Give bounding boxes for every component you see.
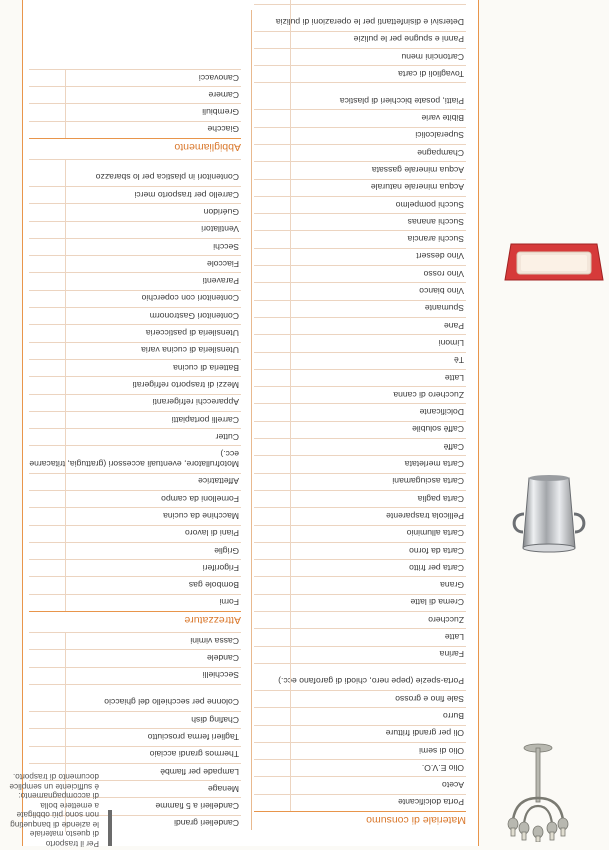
checklist-item-label: Contenitori in plastica per lo sbarazzo (95, 172, 239, 183)
checklist-item (29, 667, 241, 684)
checklist-item (254, 646, 466, 663)
checklist-item-label: Oli per grandi fritture (385, 728, 464, 739)
checklist-item (254, 725, 466, 742)
checklist-item (254, 473, 466, 490)
checklist-item-label: Carta alluminio (406, 528, 464, 539)
checklist-item (29, 273, 241, 290)
checklist-item-label: Succhi pompelmo (395, 199, 464, 210)
checklist-item (254, 109, 466, 126)
candelabra-image (503, 742, 573, 842)
checklist-item-label: Succhi arancia (407, 234, 464, 245)
checklist-item-label: Fornelloni da campo (161, 493, 239, 504)
checklist-item-label: Carrello per trasporto merci (134, 189, 239, 200)
side-note-line: non sono più obbligate (16, 810, 99, 820)
side-note (1, 772, 99, 848)
checklist-item-label: Olio E.V.O. (421, 762, 464, 773)
checklist-item-label: Carta per fritto (409, 562, 464, 573)
side-note-line: a emettere bolla (40, 801, 99, 810)
checklist-item (29, 342, 241, 359)
checklist-item-label: Spumante (424, 303, 464, 314)
checklist-item (254, 213, 466, 230)
checklist-item (254, 334, 466, 351)
checklist-item-label: Tè (453, 355, 464, 366)
checklist-item (254, 144, 466, 161)
checklist-item (29, 376, 241, 393)
checklist-item (29, 203, 241, 220)
checklist-item (254, 690, 466, 707)
checklist-item (254, 231, 466, 248)
checklist-item-label: Canovacci (198, 72, 239, 83)
checklist-item-label: Frigoriferi (202, 562, 239, 573)
checklist-item (29, 711, 241, 728)
checklist-item-label: Candelieri grandi (174, 818, 239, 829)
column-divider (251, 10, 252, 830)
checklist-item (254, 507, 466, 524)
side-note-line: le aziende di banqueting (10, 820, 99, 829)
checklist-item-label: Limoni (438, 337, 464, 348)
checklist-item (254, 4, 466, 31)
ice-bucket-image (507, 474, 591, 554)
checklist-item (254, 421, 466, 438)
checklist-item (29, 542, 241, 559)
checklist-item-label: Candelieri a 5 fiamme (155, 801, 239, 812)
checklist-item-label: Succhi ananas (407, 216, 464, 227)
checklist-item-label: Bibite varie (421, 113, 464, 124)
checklist-item (29, 525, 241, 542)
checklist-item (254, 0, 466, 4)
checklist-item (254, 611, 466, 628)
checklist-item-label: Affettatrice (198, 476, 239, 487)
checklist-item-label: Contenitori con coperchio (141, 293, 239, 304)
checklist-item (254, 127, 466, 144)
checklist-item-label: Ventilatori (201, 224, 239, 235)
checklist-item (254, 352, 466, 369)
checklist-item (29, 632, 241, 649)
checklist-item-label: Zucchero (428, 614, 464, 625)
checklist-item-label: Acqua minerale gassata (371, 165, 464, 176)
checklist-item-label: Contenitori Gastronorm (149, 310, 239, 321)
checklist-item (29, 746, 241, 763)
checklist-item-label: Aceto (442, 780, 464, 791)
checklist-item (254, 707, 466, 724)
checklist-item-label: Porta-spezie (pepe nero, chiodi di garofano ecc.) (278, 676, 464, 687)
section-title: Abbigliamento (29, 138, 241, 159)
checklist-item (29, 221, 241, 238)
side-note-line: di questo materiale (29, 829, 99, 839)
checklist-item-label: Menage (207, 783, 239, 794)
checklist-item (29, 324, 241, 341)
checklist-item-label: Zucchero di canna (393, 389, 464, 400)
checklist-item-label: Pellicola trasparente (386, 510, 464, 521)
checklist-item-label: Carta merletata (404, 459, 464, 470)
checklist-item (254, 48, 466, 65)
checklist-item (29, 69, 241, 86)
checklist-item-label: Grembiuli (202, 107, 239, 118)
checklist-item (29, 394, 241, 411)
checklist-item-label: Taglieri ferma prosciutto (147, 731, 239, 742)
checklist-item (254, 82, 466, 109)
checklist-item-label: Paraventi (202, 276, 239, 287)
right-column (29, 6, 241, 832)
checklist-item (29, 103, 241, 120)
checklist-item (254, 663, 466, 690)
note-marker (108, 810, 112, 846)
checklist-item-label: Detersivi e disinfettanti per le operazioni di pulizia (275, 16, 464, 27)
checklist-item-label: Carta paglia (417, 493, 464, 504)
checklist-item-label: Piatti, posate bicchieri di plastica (339, 95, 464, 106)
checklist-item-label: Carta asciugamani (392, 476, 464, 487)
checklist-item (254, 161, 466, 178)
checklist-item-label: Farina (439, 649, 464, 660)
checklist-item (29, 490, 241, 507)
checklist-item (29, 359, 241, 376)
checklist-item (254, 794, 466, 811)
serving-tray-image (503, 238, 605, 288)
checklist-item-label: Carta da forno (409, 545, 464, 556)
checklist-item-label: Fiaccole (207, 258, 239, 269)
checklist-item-label: Vino dessert (416, 251, 464, 262)
checklist-item-label: Guéridon (203, 207, 239, 218)
checklist-item-label: Secchi (213, 241, 239, 252)
checklist-item-label: Forni (219, 597, 239, 608)
checklist-item (29, 86, 241, 103)
checklist-item-label: Chafing dish (191, 714, 239, 725)
checklist-item (254, 248, 466, 265)
checklist-item (29, 507, 241, 524)
checklist-item-label: Sale fino e grosso (395, 693, 464, 704)
checklist-item-label: Caffè solubile (412, 424, 464, 435)
checklist-item-label: Batteria di cucina (173, 362, 239, 373)
checklist-item-label: Mezzi di trasporto refrigerati (132, 379, 239, 390)
checklist-item-label: Utensileria di pasticceria (145, 328, 239, 339)
checklist-item (254, 490, 466, 507)
checklist-item-label: Dolcificante (419, 407, 464, 418)
checklist-item-label: Caffè (443, 441, 464, 452)
checklist-item (254, 31, 466, 48)
checklist-item (29, 186, 241, 203)
checklist-item-label: Olio di semi (419, 745, 464, 756)
side-note-line: è sufficiente un semplice (9, 782, 99, 791)
left-column (254, 6, 466, 832)
checklist-table (22, 0, 479, 846)
checklist-item (254, 525, 466, 542)
checklist-item (254, 438, 466, 455)
checklist-item (29, 594, 241, 611)
checklist-item-label: Apparecchi refrigeranti (152, 397, 239, 408)
checklist-item-label: Burro (442, 710, 464, 721)
side-note-line: Per il trasporto (45, 839, 99, 848)
checklist-item-label: Carrelli portapiatti (171, 414, 239, 425)
section-title: Attrezzature (29, 611, 241, 632)
checklist-item (254, 386, 466, 403)
checklist-item-label: Latte (444, 632, 464, 643)
checklist-item-label: Utensileria di cucina varia (141, 345, 239, 356)
checklist-item (254, 542, 466, 559)
checklist-item (29, 121, 241, 138)
checklist-item (254, 742, 466, 759)
checklist-item-label: Acqua minerale naturale (370, 182, 464, 193)
checklist-item (29, 445, 241, 472)
checklist-item (254, 759, 466, 776)
checklist-item-label: Vino rosso (423, 268, 464, 279)
checklist-item-label: Griglie (214, 545, 239, 556)
checklist-item-label: Candele (206, 653, 239, 664)
checklist-item-label: Cassa vimini (190, 635, 239, 646)
checklist-item-label: Tovaglioli di carta (398, 68, 464, 79)
checklist-item (254, 317, 466, 334)
checklist-item (254, 265, 466, 282)
checklist-item-label: Secchielli (202, 670, 239, 681)
checklist-item (254, 559, 466, 576)
checklist-item (254, 65, 466, 82)
checklist-item (254, 196, 466, 213)
checklist-item (254, 576, 466, 593)
checklist-item (254, 455, 466, 472)
checklist-item (254, 369, 466, 386)
checklist-item (29, 159, 241, 186)
checklist-item-label: Cutter (215, 431, 239, 442)
checklist-item-label: Lampade per flambè (160, 766, 239, 777)
checklist-item (29, 728, 241, 745)
checklist-item (254, 594, 466, 611)
checklist-item (29, 307, 241, 324)
checklist-item (254, 628, 466, 645)
checklist-item (254, 300, 466, 317)
checklist-item (254, 282, 466, 299)
checklist-item (29, 473, 241, 490)
checklist-item (29, 255, 241, 272)
checklist-item (29, 649, 241, 666)
checklist-item (29, 428, 241, 445)
checklist-item (254, 179, 466, 196)
checklist-item-label: Vino bianco (419, 286, 464, 297)
checklist-item (254, 776, 466, 793)
checklist-item-label: Camere (208, 89, 239, 100)
checklist-item-label: Pane (443, 320, 464, 331)
checklist-item-label: Thermos grandi acciaio (149, 749, 239, 760)
checklist-item-label: Grana (440, 580, 464, 591)
checklist-item (29, 576, 241, 593)
checklist-item-label: Giacche (207, 124, 239, 135)
side-note-line: documento di trasporto. (12, 772, 99, 782)
checklist-item-label: Cartoncini menu (401, 51, 464, 62)
checklist-item-label: Colonne per secchiello del ghiaccio (104, 697, 239, 708)
section-title: Materiale di consumo (254, 811, 466, 832)
checklist-item-label: Motofrullatore, eventuali accessori (grattugia, tritacarne ecc.) (29, 449, 239, 470)
checklist-item (29, 559, 241, 576)
checklist-item-label: Crema di latte (410, 597, 464, 608)
checklist-item (29, 684, 241, 711)
checklist-item-label: Porta dolcificante (398, 797, 464, 808)
checklist-item-label: Macchine da cucina (163, 510, 239, 521)
checklist-item-label: Latte (444, 372, 464, 383)
checklist-item (29, 290, 241, 307)
checklist-item-label: Champagne (417, 147, 464, 158)
checklist-item-label: Superalcolici (415, 130, 464, 141)
checklist-item (254, 403, 466, 420)
checklist-item (29, 411, 241, 428)
side-note-line: di accompagnamento: (18, 791, 99, 801)
checklist-item-label: Bombole gas (188, 580, 239, 591)
checklist-item (29, 238, 241, 255)
checklist-item-label: Piani di lavoro (185, 528, 239, 539)
checklist-item-label: Panni e spugne per le pulizie (353, 34, 464, 45)
